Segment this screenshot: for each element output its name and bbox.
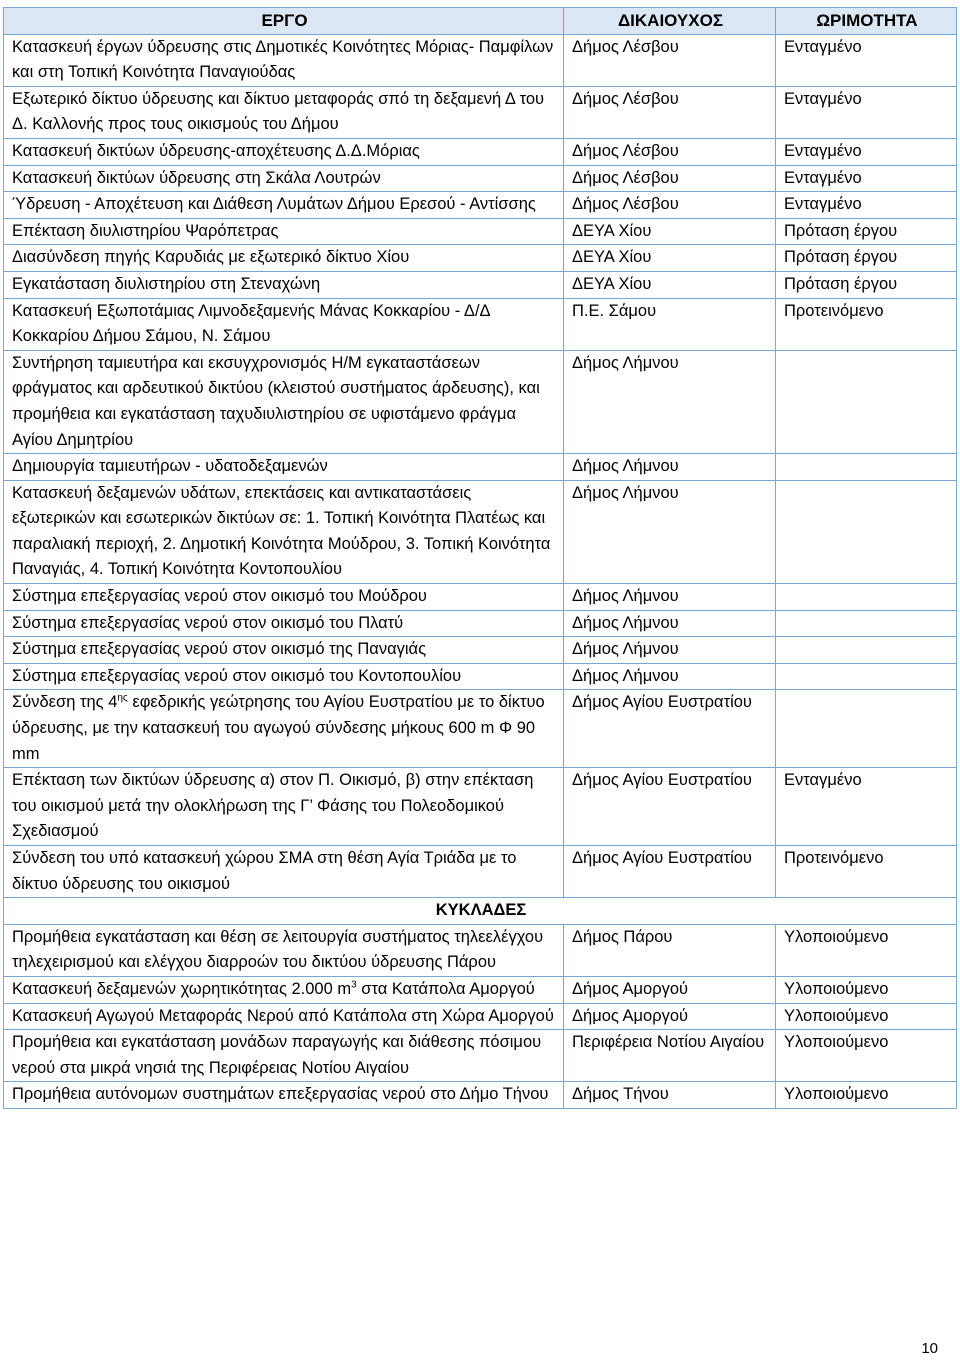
table-row [4,34,957,86]
cell-work: Σύστημα επεξεργασίας νερού στον οικισμό της Παναγιάς [4,637,564,664]
cell-work [4,690,564,768]
table-row [4,192,957,219]
cell-beneficiary: Δήμος Λήμνου [564,350,776,453]
cell-maturity [776,690,957,768]
cell-maturity: Ενταγμένο [776,192,957,219]
cell-work: Σύστημα επεξεργασίας νερού στον οικισμό του Μούδρου [4,584,564,611]
cell-maturity [776,480,957,583]
cell-beneficiary: ΔΕΥΑ Χίου [564,218,776,245]
table-row [4,637,957,664]
cell-maturity: Υλοποιούμενο [776,1082,957,1109]
cell-work: Κατασκευή δεξαμενών υδάτων, επεκτάσεις και αντικαταστάσεις εξωτερικών και εσωτερικών δικτύων σε: 1. Τοπική Κοινότητα Πλατέως και παραλιακή περιοχή, 2. Δημοτική Κοινότητα Μούδρου, 3. Τοπική Κοινότητα Παναγιάς, 4. Τοπική Κοινότητα Κοντοπουλίου [4,480,564,583]
cell-maturity: Πρόταση έργου [776,218,957,245]
cell-beneficiary: Δήμος Λέσβου [564,86,776,138]
cell-beneficiary: Δήμος Λήμνου [564,610,776,637]
cell-beneficiary: Δήμος Αγίου Ευστρατίου [564,690,776,768]
cell-work: Κατασκευή Αγωγού Μεταφοράς Νερού από Κατάπολα στη Χώρα Αμοργού [4,1003,564,1030]
cell-beneficiary: Δήμος Αγίου Ευστρατίου [564,846,776,898]
cell-maturity [776,663,957,690]
cell-work: Σύστημα επεξεργασίας νερού στον οικισμό του Κοντοπουλίου [4,663,564,690]
header-row [4,8,957,35]
ordinal-superscript: ης [117,692,128,704]
cell-work-text: Κατασκευή δεξαμενών χωρητικότητας 2.000 m [12,979,352,998]
table-row [4,768,957,846]
cell-work: Διασύνδεση πηγής Καρυδιάς με εξωτερικό δίκτυο Χίου [4,245,564,272]
table-row [4,138,957,165]
cell-maturity [776,350,957,453]
table-row [4,350,957,453]
cell-work-text: εφεδρικής γεώτρησης του Αγίου Ευστρατίου με το δίκτυο ύδρευσης, με την κατασκευή του αγωγού σύνδεσης μήκους 600 m Φ 90 mm [12,693,545,763]
cell-work: Προμήθεια αυτόνομων συστημάτων επεξεργασίας νερού στο Δήμο Τήνου [4,1082,564,1109]
cell-maturity: Ενταγμένο [776,138,957,165]
cell-beneficiary: Δήμος Λήμνου [564,663,776,690]
cell-maturity: Προτεινόμενο [776,298,957,350]
cell-work: Σύνδεση του υπό κατασκευή χώρου ΣΜΑ στη θέση Αγία Τριάδα με το δίκτυο ύδρευσης του οικισμού [4,846,564,898]
cell-beneficiary: Δήμος Αγίου Ευστρατίου [564,768,776,846]
cell-beneficiary: Π.Ε. Σάμου [564,298,776,350]
cell-beneficiary: Δήμος Λήμνου [564,637,776,664]
cell-maturity: Ενταγμένο [776,86,957,138]
cell-maturity [776,637,957,664]
cell-beneficiary: Δήμος Λήμνου [564,480,776,583]
cell-work: Εγκατάσταση διυλιστηρίου στη Στεναχώνη [4,271,564,298]
table-row [4,976,957,1003]
cell-maturity: Υλοποιούμενο [776,924,957,976]
table-row [4,480,957,583]
table-row [4,454,957,481]
cell-work: Προμήθεια εγκατάσταση και θέση σε λειτουργία συστήματος τηλεελέγχου τηλεχειρισμού και ελέγχου διαρροών του δικτύου ύδρευσης Πάρου [4,924,564,976]
cell-work: Κατασκευή δικτύων ύδρευσης-αποχέτευσης Δ.Δ.Μόριας [4,138,564,165]
table-row [4,1030,957,1082]
cell-maturity: Πρόταση έργου [776,245,957,272]
table-row [4,245,957,272]
cell-work: Κατασκευή Εξωποτάμιας Λιμνοδεξαμενής Μάνας Κοκκαρίου - Δ/Δ Κοκκαρίου Δήμου Σάμου, Ν. Σάμου [4,298,564,350]
cell-maturity [776,610,957,637]
cell-maturity [776,454,957,481]
header-beneficiary: ΔΙΚΑΙΟΥΧΟΣ [564,8,776,35]
cell-work: Κατασκευή έργων ύδρευσης στις Δημοτικές Κοινότητες Μόριας- Παμφίλων και στη Τοπική Κοινότητα Παναγιούδας [4,34,564,86]
cell-work-text: στα Κατάπολα Αμοργού [356,979,535,998]
page-number: 10 [921,1340,938,1357]
section-title-cyclades: ΚΥΚΛΑΔΕΣ [4,898,957,925]
header-maturity: ΩΡΙΜΟΤΗΤΑ [776,8,957,35]
cell-work: Κατασκευή δικτύων ύδρευσης στη Σκάλα Λουτρών [4,165,564,192]
cell-beneficiary: Δήμος Λέσβου [564,165,776,192]
cell-maturity: Υλοποιούμενο [776,1003,957,1030]
cell-beneficiary: ΔΕΥΑ Χίου [564,271,776,298]
cell-work: Επέκταση των δικτύων ύδρευσης α) στον Π. Οικισμό, β) στην επέκταση του οικισμού μετά την ολοκλήρωση της Γ’ Φάσης του Πολεοδομικού Σχεδιασμού [4,768,564,846]
table-row [4,924,957,976]
cell-work: Εξωτερικό δίκτυο ύδρευσης και δίκτυο μεταφοράς σπό τη δεξαμενή Δ του Δ. Καλλονής προς τους οικισμούς του Δήμου [4,86,564,138]
cell-maturity: Ενταγμένο [776,768,957,846]
table-row [4,298,957,350]
cell-work: Επέκταση διυλιστηρίου Ψαρόπετρας [4,218,564,245]
section-row [4,898,957,925]
table-row [4,584,957,611]
table-row [4,690,957,768]
cell-maturity: Πρόταση έργου [776,271,957,298]
table-row [4,846,957,898]
table-row [4,271,957,298]
header-work: ΕΡΓΟ [4,8,564,35]
cell-maturity: Ενταγμένο [776,165,957,192]
cell-beneficiary: Δήμος Αμοργού [564,1003,776,1030]
cell-work: Συντήρηση ταμιευτήρα και εκσυγχρονισμός Η/Μ εγκαταστάσεων φράγματος και αρδευτικού δικτύου (κλειστού συστήματος άρδευσης), και προμήθεια και εγκατάσταση ταχυδιυλιστηρίου σε υφιστάμενο φράγμα Αγίου Δημητρίου [4,350,564,453]
table-row [4,1003,957,1030]
cell-work: Ύδρευση - Αποχέτευση και Διάθεση Λυμάτων Δήμου Ερεσού - Αντίσσης [4,192,564,219]
cell-beneficiary: Δήμος Λήμνου [564,584,776,611]
table-row [4,663,957,690]
cell-beneficiary: Περιφέρεια Νοτίου Αιγαίου [564,1030,776,1082]
cell-beneficiary: Δήμος Τήνου [564,1082,776,1109]
cell-maturity: Ενταγμένο [776,34,957,86]
cell-beneficiary: Δήμος Λέσβου [564,192,776,219]
unit-superscript: 3 [351,979,357,991]
cell-maturity: Προτεινόμενο [776,846,957,898]
cell-beneficiary: Δήμος Αμοργού [564,976,776,1003]
table-row [4,218,957,245]
table-row [4,165,957,192]
cell-work-text: Σύνδεση της 4 [12,693,118,712]
cell-work [4,976,564,1003]
cell-beneficiary: Δήμος Λήμνου [564,454,776,481]
cell-maturity: Υλοποιούμενο [776,1030,957,1082]
table-row [4,1082,957,1109]
table-row [4,86,957,138]
cell-beneficiary: ΔΕΥΑ Χίου [564,245,776,272]
cell-maturity: Υλοποιούμενο [776,976,957,1003]
cell-maturity [776,584,957,611]
cell-work: Σύστημα επεξεργασίας νερού στον οικισμό του Πλατύ [4,610,564,637]
cell-beneficiary: Δήμος Λέσβου [564,138,776,165]
cell-beneficiary: Δήμος Πάρου [564,924,776,976]
cell-work: Προμήθεια και εγκατάσταση μονάδων παραγωγής και διάθεσης πόσιμου νερού στα μικρά νησιά της Περιφέρειας Νοτίου Αιγαίου [4,1030,564,1082]
cell-work: Δημιουργία ταμιευτήρων - υδατοδεξαμενών [4,454,564,481]
works-table [3,7,957,1109]
cell-beneficiary: Δήμος Λέσβου [564,34,776,86]
table-row [4,610,957,637]
